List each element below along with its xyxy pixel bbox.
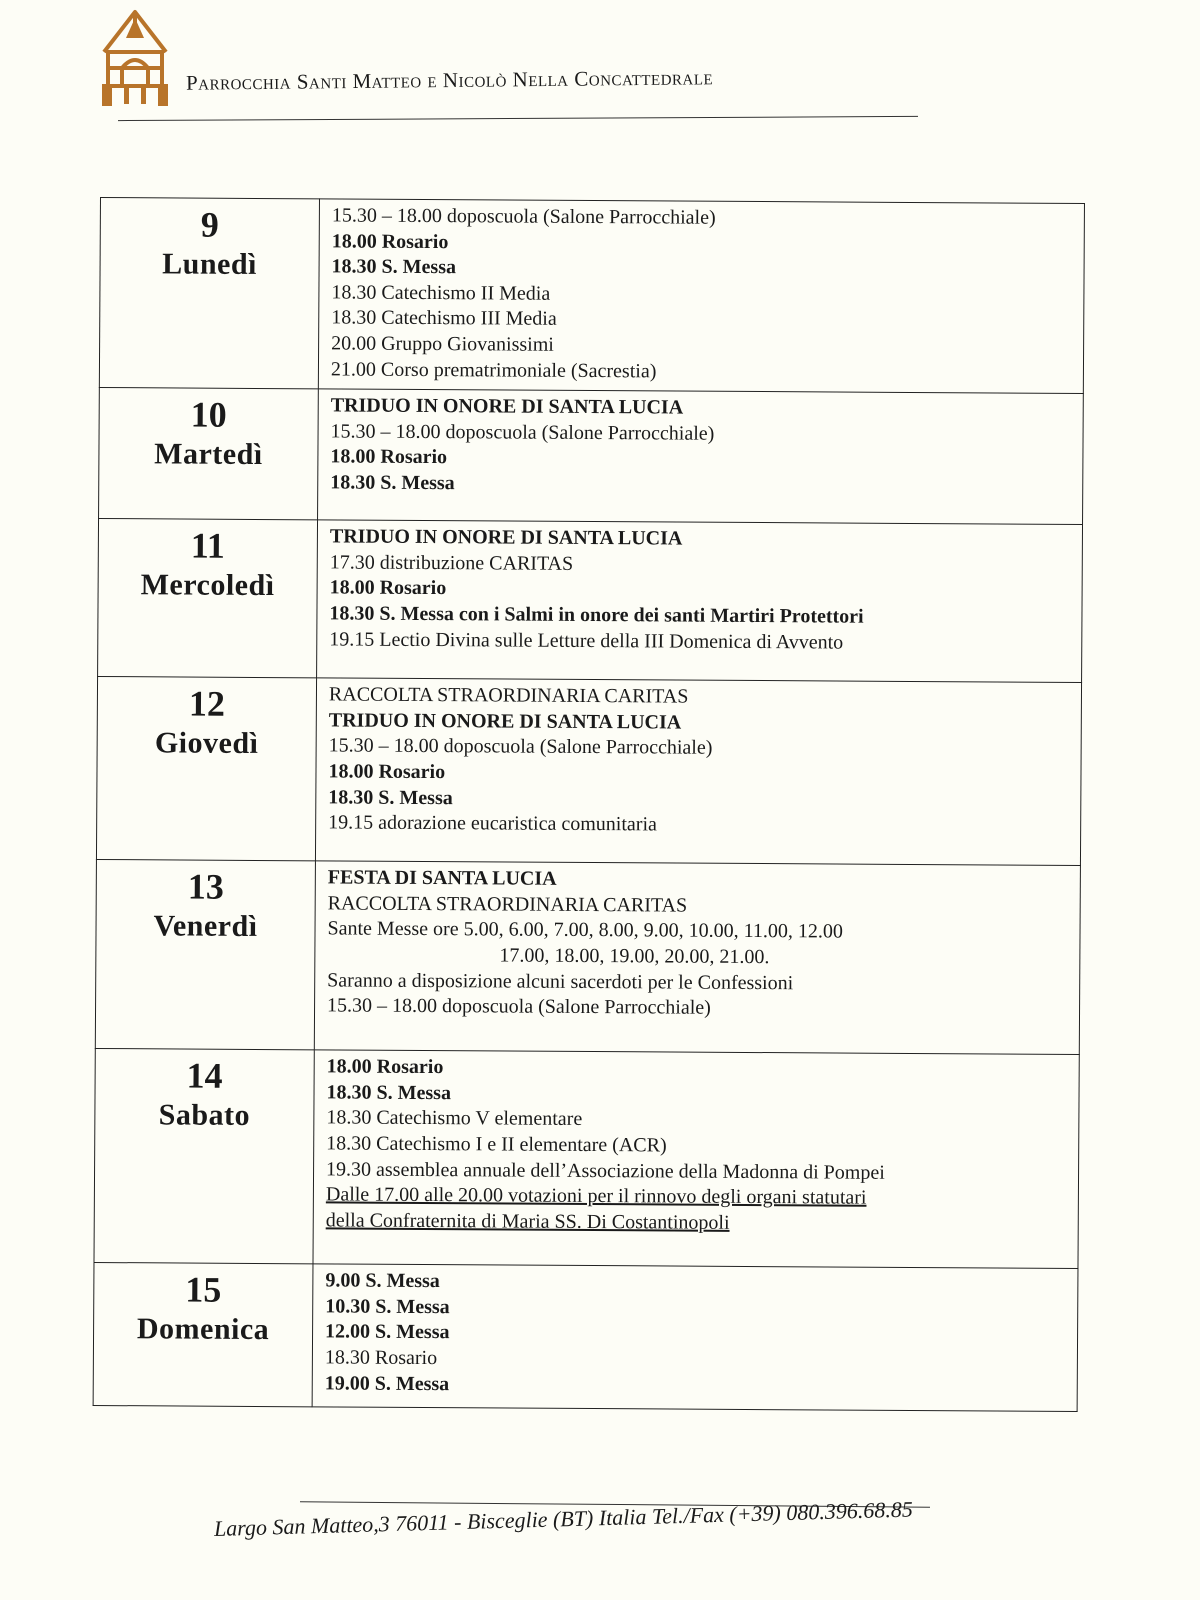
event-line: 15.30 – 18.00 doposcuola (Salone Parrocchiale) (330, 420, 715, 445)
day-number: 9 (200, 204, 219, 245)
event-line: 18.30 S. Messa (330, 471, 455, 495)
letterhead (100, 8, 920, 128)
events-cell (318, 389, 1084, 525)
event-line: 18.00 Rosario (331, 230, 449, 253)
event-line: TRIDUO IN ONORE DI SANTA LUCIA (330, 394, 684, 419)
event-line: 18.30 Catechismo II Media (331, 281, 551, 305)
schedule-row (96, 677, 1081, 866)
day-number: 12 (188, 683, 226, 724)
schedule-row (95, 860, 1080, 1055)
event-line: Sante Messe ore 5.00, 6.00, 7.00, 8.00, 9.00, 10.00, 11.00, 12.00 (327, 917, 843, 943)
event-line: Saranno a disposizione alcuni sacerdoti per le Confessioni (327, 968, 794, 994)
event-line: TRIDUO IN ONORE DI SANTA LUCIA (329, 525, 683, 550)
day-number: 10 (190, 394, 227, 435)
event-line: 15.30 – 18.00 doposcuola (Salone Parrocchiale) (328, 734, 713, 760)
day-name: Martedì (154, 437, 263, 472)
event-line: RACCOLTA STRAORDINARIA CARITAS (328, 683, 689, 708)
event-line: 20.00 Gruppo Giovanissimi (331, 332, 554, 356)
day-cell (95, 860, 315, 1050)
event-line: 18.30 Rosario (324, 1346, 438, 1370)
day-cell (98, 519, 318, 678)
day-name: Giovedì (154, 726, 259, 761)
event-line: Dalle 17.00 alle 20.00 votazioni per il rinnovo degli organi statutari (325, 1183, 867, 1209)
day-number: 14 (186, 1055, 223, 1096)
events-cell (317, 520, 1083, 683)
event-line: 19.15 adorazione eucaristica comunitaria (328, 811, 657, 836)
schedule-row (99, 198, 1084, 394)
day-cell (96, 677, 316, 861)
day-name: Lunedì (162, 247, 258, 281)
day-cell (99, 388, 319, 520)
event-line: 15.30 – 18.00 doposcuola (Salone Parrocchiale) (331, 204, 716, 229)
event-line: 15.30 – 18.00 doposcuola (Salone Parrocchiale) (326, 994, 711, 1019)
events-cell (318, 199, 1084, 394)
weekly-schedule-table (93, 197, 1085, 1412)
event-line: 12.00 S. Messa (325, 1320, 450, 1344)
event-line: 19.00 S. Messa (324, 1371, 450, 1395)
event-line: 19.15 Lectio Divina sulle Letture della III Domenica di Avvento (329, 627, 844, 654)
events-cell (314, 861, 1080, 1055)
church-facade-icon (100, 8, 170, 108)
schedule-row (98, 519, 1083, 683)
event-line: della Confraternita di Maria SS. Di Costantinopoli (325, 1209, 730, 1234)
events-cell (313, 1050, 1079, 1269)
event-line: 21.00 Corso prematrimoniale (Sacrestia) (330, 357, 657, 382)
schedule-row (93, 1263, 1078, 1412)
day-number: 13 (187, 866, 224, 907)
event-line: RACCOLTA STRAORDINARIA CARITAS (327, 892, 688, 917)
event-line: 18.30 Catechismo I e II elementare (ACR) (326, 1132, 667, 1157)
events-cell (312, 1264, 1078, 1412)
event-line: 18.30 S. Messa con i Salmi in onore dei santi Martiri Protettori (329, 602, 864, 628)
schedule-row (99, 388, 1084, 525)
event-line: 18.30 Catechismo V elementare (326, 1106, 583, 1131)
event-line: 19.30 assemblea annuale dell’Associazione della Madonna di Pompei (325, 1157, 885, 1184)
footer-address: Largo San Matteo,3 76011 - Bisceglie (BT) Italia Tel./Fax (+39) 080.396.68.85 (213, 1496, 914, 1541)
event-line: 18.30 Catechismo III Media (331, 306, 557, 331)
event-line: 18.00 Rosario (330, 445, 448, 469)
day-cell (93, 1263, 313, 1407)
event-line: 9.00 S. Messa (325, 1269, 440, 1293)
day-number: 15 (185, 1269, 222, 1310)
day-name: Venerdì (153, 909, 258, 944)
day-number: 11 (190, 525, 225, 566)
events-cell (315, 678, 1081, 866)
event-line: 18.30 S. Messa (326, 1081, 452, 1104)
parish-name: Parrocchia Santi Matteo e Nicolò Nella Concattedrale (185, 65, 714, 95)
schedule-row (94, 1049, 1079, 1269)
event-line: 10.30 S. Messa (325, 1295, 450, 1318)
day-name: Sabato (158, 1098, 251, 1133)
day-cell (94, 1049, 314, 1264)
event-line: 18.30 S. Messa (328, 785, 453, 809)
event-line: 18.00 Rosario (328, 760, 446, 784)
day-cell (99, 198, 319, 389)
event-line: FESTA DI SANTA LUCIA (327, 866, 557, 890)
event-line: 18.30 S. Messa (331, 255, 457, 279)
event-line: 18.00 Rosario (326, 1055, 444, 1079)
day-name: Mercoledì (140, 568, 275, 603)
header-divider (118, 116, 918, 121)
event-line: 17.00, 18.00, 19.00, 20.00, 21.00. (499, 944, 770, 969)
day-name: Domenica (136, 1312, 270, 1347)
event-line: 18.00 Rosario (329, 576, 447, 600)
event-line: 17.30 distribuzione CARITAS (329, 551, 574, 575)
event-line: TRIDUO IN ONORE DI SANTA LUCIA (328, 709, 682, 734)
